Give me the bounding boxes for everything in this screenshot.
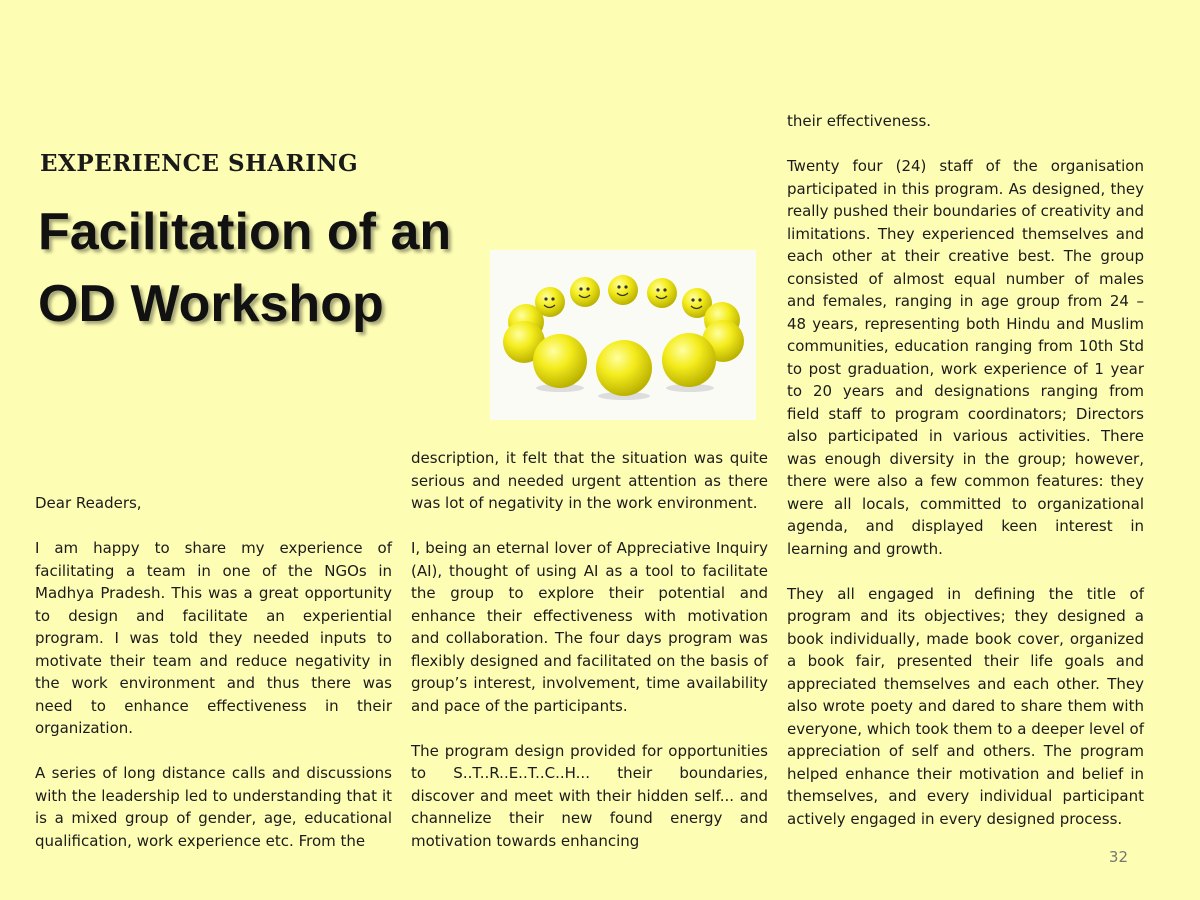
column-2 (411, 447, 768, 852)
paragraph: The program design provided for opportunities to S..T..R..E..T..C..H... their boundaries, discover and meet with their hidden self... and channelize their new found energy and motivation towards enhancing (411, 741, 768, 850)
ball (533, 334, 587, 388)
smiley-ball (608, 275, 638, 305)
smiley-ball (570, 277, 600, 307)
article-title (38, 196, 518, 340)
smiley-balls-image (490, 250, 756, 420)
paragraph: description, it felt that the situation was quite serious and needed urgent attention as there was lot of negativity in the work environment. (411, 449, 768, 512)
page-number: 32 (1108, 848, 1128, 866)
paragraph: I, being an eternal lover of Appreciative Inquiry (AI), thought of using AI as a tool to facilitate the group to explore their potential and enhance their effectiveness with motivation and collaboration. The four days program was flexibly designed and facilitated on the basis of group’s interest, involvement, time availability and pace of the participants. (411, 539, 768, 715)
paragraph: They all engaged in defining the title of program and its objectives; they designed a book individually, made book cover, organized a book fair, presented their life goals and appreciated themselves and each other. They also wrote poety and dared to share them with everyone, which took them to a deeper level of appreciation of self and others. The program helped enhance their motivation and belief in themselves, and every individual participant actively engaged in every designed process. (787, 584, 1144, 828)
paragraph: their effectiveness. (787, 112, 932, 130)
paragraph: Twenty four (24) staff of the organisation participated in this program. As designed, they really pushed their boundaries of creativity and limitations. They experienced themselves and each other at their creative best. The group consisted of almost equal number of males and females, ranging in age group from 24 – 48 years, representing both Hindu and Muslim communities, education ranging from 10th Std to post graduation, work experience of 1 year to 20 years and designations ranging from field staff to program coordinators; Directors also participated in various activities. There was enough diversity in the group; however, there were also a few common features: they were all locals, committed to organizational agenda, and displayed keen interest in learning and growth. (787, 157, 1144, 558)
paragraph: I am happy to share my experience of facilitating a team in one of the NGOs in Madhya Pradesh. This was a great opportunity to design and facilitate an experiential program. I was told they needed inputs to motivate their team and reduce negativity in the work environment and thus there was need to enhance effectiveness in their organization. (35, 539, 392, 737)
paragraph: A series of long distance calls and discussions with the leadership led to understanding that it is a mixed group of gender, age, educational qualification, work experience etc. From the (35, 764, 392, 850)
column-3 (787, 110, 1144, 830)
ball (596, 340, 652, 396)
section-kicker: EXPERIENCE SHARING (40, 150, 359, 177)
title-line-1: Facilitation of an (38, 203, 452, 261)
ball-group (503, 275, 744, 400)
smiley-ball (647, 278, 677, 308)
paragraph: Dear Readers, (35, 494, 142, 512)
smiley-circle-icon (490, 250, 756, 420)
ball (662, 333, 716, 387)
title-line-2: OD Workshop (38, 275, 384, 333)
column-1 (35, 492, 392, 852)
